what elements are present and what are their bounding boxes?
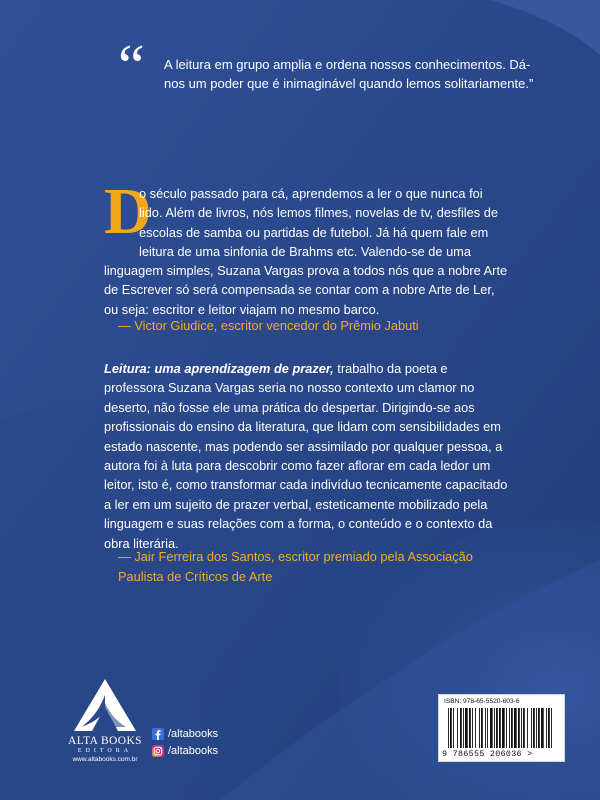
barcode-bar [490, 708, 493, 748]
epigraph-quote: A leitura em grupo amplia e ordena nossos conhecimentos. Dá-nos um poder que é inimaginável quando lemos solitariamente.” [164, 57, 534, 91]
barcode-bar [546, 708, 547, 748]
barcode-bar [538, 708, 540, 748]
quote-mark: “ [118, 33, 145, 99]
review-1-text: o século passado para cá, aprendemos a ler o que nunca foi lido. Além de livros, nós lemos filmes, novelas de tv, desfiles de escolas de samba ou partidas de futebol. Já há quem fale em leitura de uma sinfonia de Brahms etc. Valendo-se de uma linguagem simples, Suzana Vargas prova a todos nós que a nobre Arte de Escrever só será compensada se contar com a nobre Arte de Ler, ou seja: escritor e leitor viajam no mesmo barco. [104, 186, 508, 317]
publisher-logo [62, 677, 148, 763]
barcode-bar [511, 708, 513, 748]
barcode-bar [465, 708, 468, 748]
barcode-bar [531, 708, 532, 748]
barcode-bar [479, 708, 480, 748]
barcode-bar [487, 708, 488, 748]
facebook-handle: /altabooks [168, 728, 219, 740]
facebook-link[interactable] [152, 728, 218, 740]
alta-books-mountain-icon [70, 677, 140, 733]
barcode-bar [450, 708, 452, 748]
review-paragraph-1 [104, 175, 509, 319]
publisher-url: www.altabooks.com.br [72, 756, 138, 763]
review-paragraph-2 [104, 359, 509, 553]
barcode-bar [457, 708, 458, 748]
barcode-bar [514, 708, 517, 748]
barcode-bar [463, 708, 464, 748]
publisher-name: ALTA BOOKS [68, 735, 142, 747]
instagram-link[interactable] [152, 745, 218, 757]
facebook-icon [152, 728, 164, 740]
barcode-bar [448, 708, 449, 748]
barcode-bar [527, 708, 528, 748]
barcode-bar [536, 708, 537, 748]
barcode-bar [548, 708, 550, 748]
barcode-bar [472, 708, 473, 748]
barcode-bar [481, 708, 483, 748]
barcode-bar [509, 708, 510, 748]
instagram-icon [152, 745, 164, 757]
review-1-attribution: — Victor Giudice, escritor vencedor do Prêmio Jabuti [118, 318, 419, 333]
review-2-attribution: — Jair Ferreira dos Santos, escritor premiado pela Associação Paulista de Críticos de Arte [118, 549, 473, 584]
barcode-bar [502, 708, 505, 748]
barcode-bar [453, 708, 454, 748]
isbn-label: ISBN: 978-65-5520-603-6 [444, 698, 520, 705]
barcode-bar [485, 708, 486, 748]
barcode-bar [523, 708, 525, 748]
barcode-bar [496, 708, 498, 748]
instagram-handle: /altabooks [168, 745, 219, 757]
barcode-bar [494, 708, 495, 748]
barcode-bar [518, 708, 520, 748]
isbn-barcode-box [438, 694, 565, 762]
book-title-italic: Leitura: uma aprendizagem de prazer, [104, 361, 334, 376]
barcode-bar [499, 708, 501, 748]
barcode-bar [469, 708, 471, 748]
isbn-digits: 9 786555 206036 > [442, 749, 533, 759]
barcode-bar [475, 708, 476, 748]
barcode-bar [521, 708, 522, 748]
review-2-text: trabalho da poeta e professora Suzana Vargas seria no nosso contexto um clamor no deserto, não fosse ele uma prática do despertar. Dirigindo-se aos profissionais do ensino da literatura, que lidam com sensibilidades em estado nascente, mas podendo ser assimilado por qualquer pessoa, a autora foi à luta para descobrir como fazer aflorar em cada ledor um leitor, isto é, como transformar cada indivíduo tecnicamente capacitado a ler em um sujeito de prazer verbal, esteticamente mobilizado pela linguagem e suas relações com a forma, o conteúdo e o contexto da obra literária. [104, 361, 508, 551]
barcode-bar [541, 708, 544, 748]
barcode-bar [460, 708, 462, 748]
barcode-bar [533, 708, 535, 748]
barcode-bar [506, 708, 507, 748]
barcode [442, 708, 561, 748]
drop-cap: D [104, 175, 152, 248]
publisher-subtitle: EDITORA [77, 748, 133, 754]
barcode-bar [551, 708, 552, 748]
